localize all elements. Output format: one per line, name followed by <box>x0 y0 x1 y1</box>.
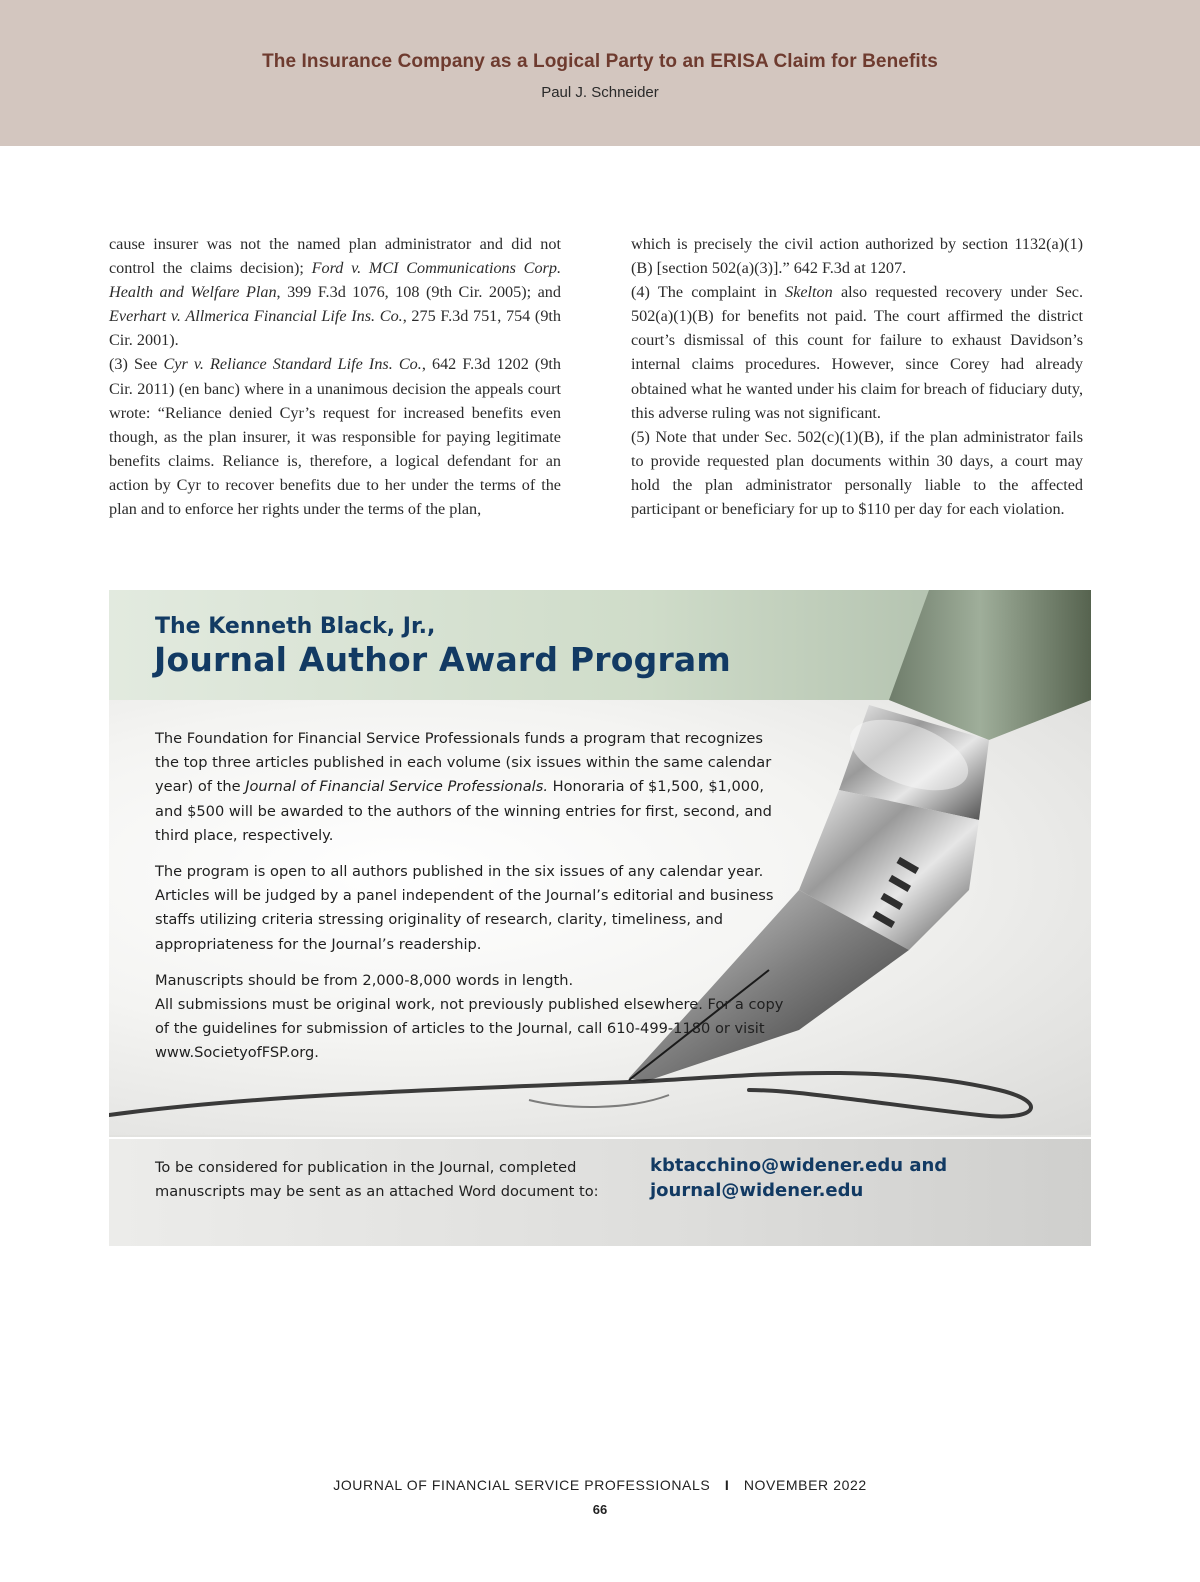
footnote-4: (4) The complaint in Skelton also requested recovery under Sec. 502(a)(1)(B) for benefits not paid. The court affirmed the district court’s dismissal of this count for failure to exhaust Davidson’s internal claims procedures. However, since Corey had already obtained what he wanted under his claim for breach of fiduciary duty, this adverse ruling was not significant. <box>631 283 1083 422</box>
issue-date: NOVEMBER 2022 <box>743 1477 867 1493</box>
footnote-continued: cause insurer was not the named plan administrator and did not control the claims decision); Ford v. MCI Communications Corp. Health and Welfare Plan, 399 F.3d 1076, 108 (9th Cir. 2005); and Everhart v. Allmerica Financial Life Ins. Co., 275 F.3d 751, 754 (9th Cir. 2001). <box>109 235 562 350</box>
case-citation: Everhart v. Allmerica Financial Life Ins. Co. <box>109 307 403 326</box>
case-citation: Skelton <box>785 283 833 302</box>
running-header <box>0 0 1200 146</box>
submission-instructions: To be considered for publication in the Journal, completed manuscripts may be sent as an attached Word document to: <box>155 1159 599 1201</box>
ad-paragraph-2: The program is open to all authors published in the six issues of any calendar year. Articles will be judged by a panel independent of the Journal’s editorial and business staffs utilizing criteria stressing originality of research, clarity, timeliness, and appropriateness for the Journal’s readership. <box>155 863 774 953</box>
case-citation: Cyr v. Reliance Standard Life Ins. Co. <box>163 355 422 374</box>
ad-paragraph-1: The Foundation for Financial Service Professionals funds a program that recognizes the top three articles published in each volume (six issues within the same calendar year) of the Journal of Financial Service Professionals. Honoraria of $1,500, $1,000, and $500 will be awarded to the authors of the winning entries for first, second, and third place, respectively. <box>155 730 772 844</box>
ad-title-small: The Kenneth Black, Jr., <box>155 614 436 639</box>
right-column <box>631 232 1083 521</box>
journal-name: Journal of Financial Service Professionals. <box>245 778 548 796</box>
ad-title: Journal Author Award Program <box>154 640 731 679</box>
footnote-5: (5) Note that under Sec. 502(c)(1)(B), if the plan administrator fails to provide requested plan documents within 30 days, a court may hold the plan administrator personally liable to the affected participant or beneficiary for up to $110 per day for each violation. <box>631 427 1083 519</box>
ink-stroke <box>109 1073 1031 1116</box>
footer-separator: I <box>724 1477 730 1493</box>
email-link-kbtacchino[interactable]: kbtacchino@widener.edu and <box>650 1155 948 1176</box>
email-link-journal[interactable]: journal@widener.edu <box>650 1180 864 1201</box>
article-title: The Insurance Company as a Logical Party to an ERISA Claim for Benefits <box>262 51 938 72</box>
ad-body <box>155 727 785 1078</box>
footnote-3: (3) See Cyr v. Reliance Standard Life Ins. Co., 642 F.3d 1202 (9th Cir. 2011) (en banc) where in a unanimous decision the appeals court wrote: “Reliance denied Cyr’s request for increased benefits even though, as the plan insurer, it was responsible for paying legitimate benefits claims. Reliance is, therefore, a logical defendant for an action by Cyr to recover benefits due to her under the terms of the plan and to enforce her rights under the terms of the plan, <box>109 355 562 519</box>
page-footer <box>0 1477 1200 1493</box>
ad-paragraph-3: Manuscripts should be from 2,000-8,000 words in length. All submissions must be original work, not previously published elsewhere. For a copy of the guidelines for submission of articles to the Journal, call 610-499-1180 or visit www.SocietyofFSP.org. <box>155 971 784 1062</box>
pen-barrel <box>889 590 1091 740</box>
award-program-ad <box>109 590 1091 1246</box>
submission-emails <box>650 1153 1050 1203</box>
article-author: Paul J. Schneider <box>541 84 659 101</box>
journal-name-footer: JOURNAL OF FINANCIAL SERVICE PROFESSIONALS <box>333 1477 711 1493</box>
left-column <box>109 232 561 521</box>
case-citation: Ford v. MCI Communications Corp. Health and Welfare Plan <box>109 259 561 302</box>
page-number: 66 <box>592 1502 608 1517</box>
footnote-3-continued: which is precisely the civil action authorized by section 1132(a)(1)(B) [section 502(a)(3)].” 642 F.3d at 1207. <box>631 235 1083 278</box>
